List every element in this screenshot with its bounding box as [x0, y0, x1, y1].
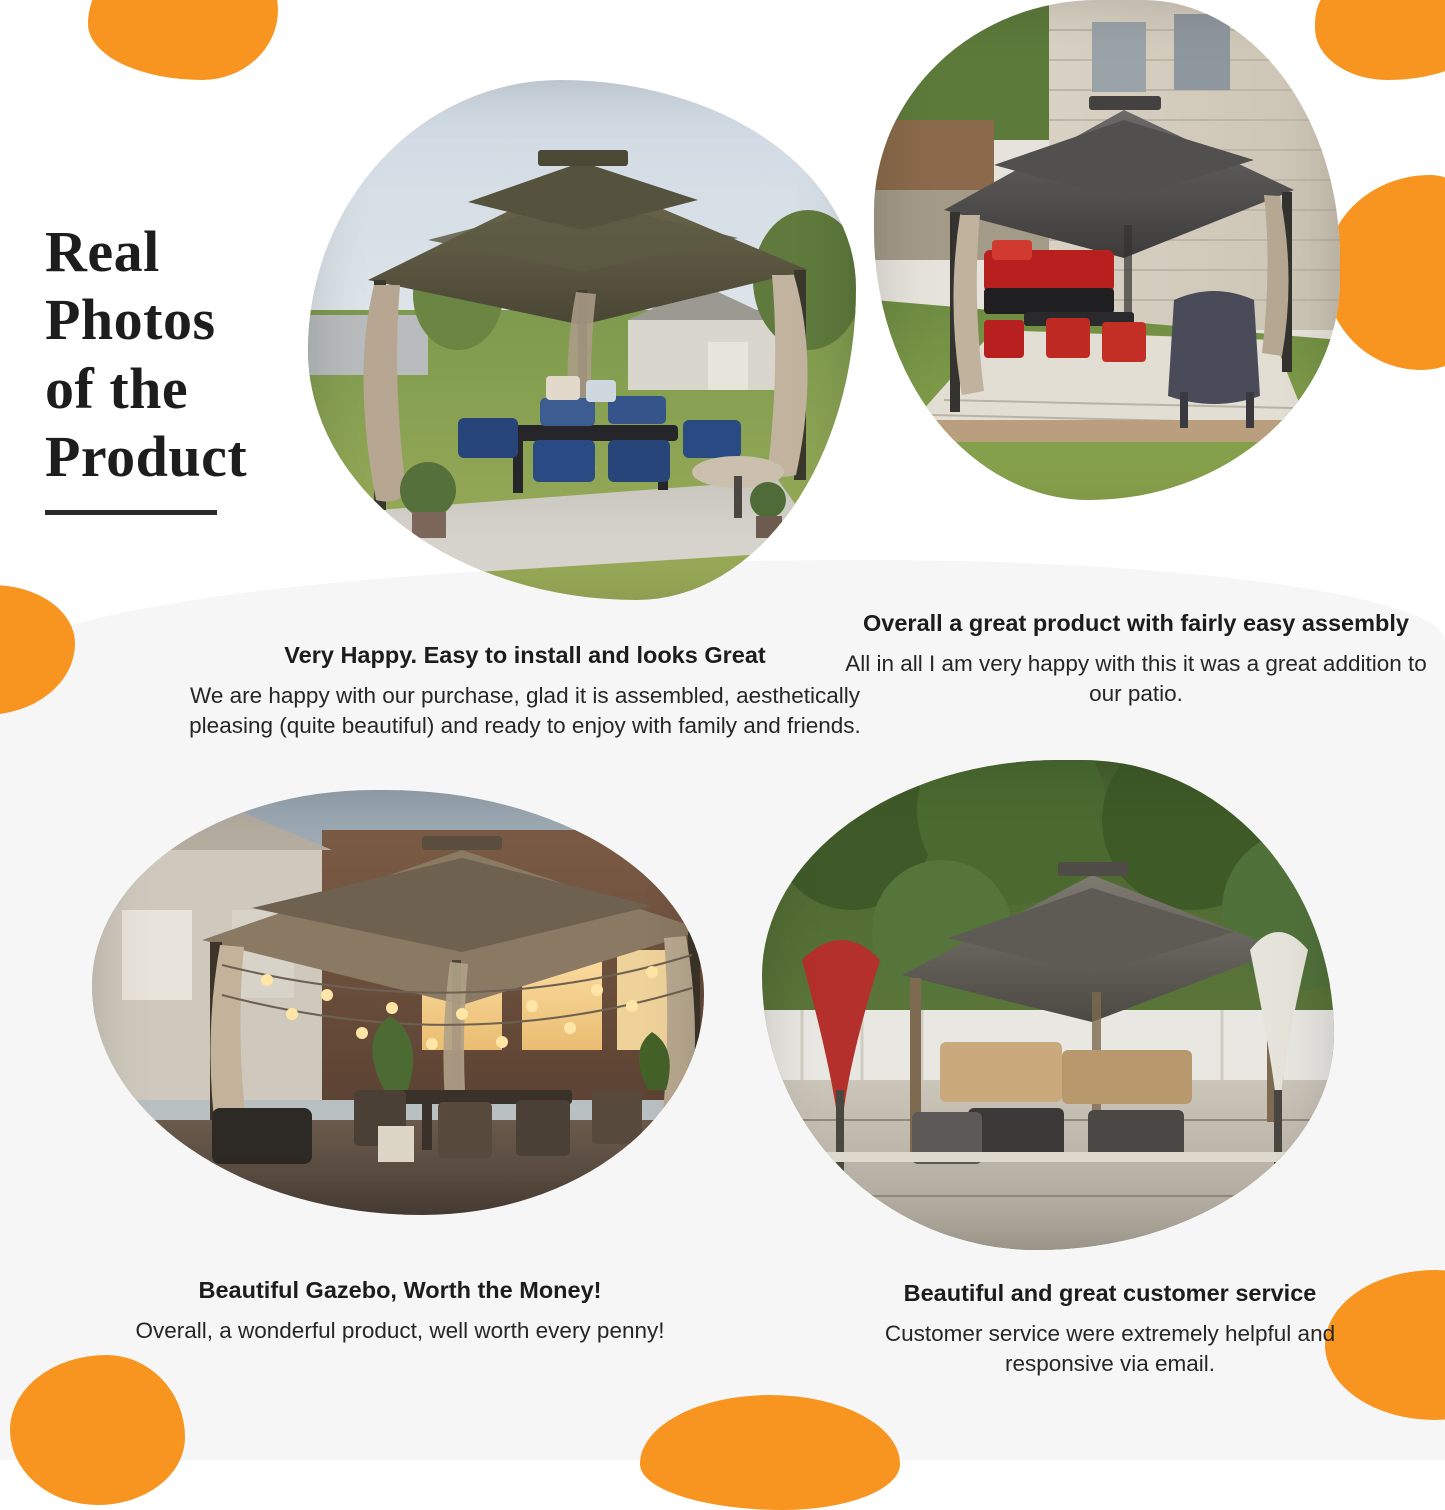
photo-1-vignette [308, 80, 856, 600]
page-title-line-4: Product [45, 424, 248, 490]
review-photo-2 [874, 0, 1340, 500]
photo-4-vignette [762, 760, 1334, 1250]
review-4-headline: Beautiful and great customer service [903, 1280, 1317, 1306]
decorative-blob-bottom-left [10, 1355, 185, 1505]
review-caption-2 [836, 608, 1436, 709]
review-2-headline: Overall a great product with fairly easy assembly [863, 610, 1409, 636]
review-photo-1 [308, 80, 856, 600]
page-title-line-2: Photos [45, 287, 216, 353]
review-photo-3 [92, 790, 704, 1215]
photo-3-vignette [92, 790, 704, 1215]
review-caption-4 [830, 1278, 1390, 1379]
page-title-line-1: Real [45, 219, 160, 284]
review-photo-4 [762, 760, 1334, 1250]
review-2-body: All in all I am very happy with this it was a great addition to our patio. [845, 650, 1427, 706]
review-4-body: Customer service were extremely helpful and responsive via email. [884, 1320, 1336, 1376]
review-1-headline: Very Happy. Easy to install and looks Great [284, 642, 766, 668]
review-caption-3 [60, 1275, 740, 1346]
review-3-headline: Beautiful Gazebo, Worth the Money! [198, 1277, 602, 1303]
review-3-body: Overall, a wonderful product, well worth every penny! [135, 1317, 665, 1343]
title-underline [45, 510, 217, 515]
photo-2-vignette [874, 0, 1340, 500]
page-title-line-3: of the [45, 355, 189, 421]
review-caption-1 [185, 640, 865, 741]
page-title [45, 218, 345, 515]
decorative-blob-right [1325, 175, 1445, 370]
decorative-blob-top-left [88, 0, 278, 80]
review-1-body: We are happy with our purchase, glad it is assembled, aesthetically pleasing (quite beautiful) and ready to enjoy with family and friends. [189, 682, 861, 738]
